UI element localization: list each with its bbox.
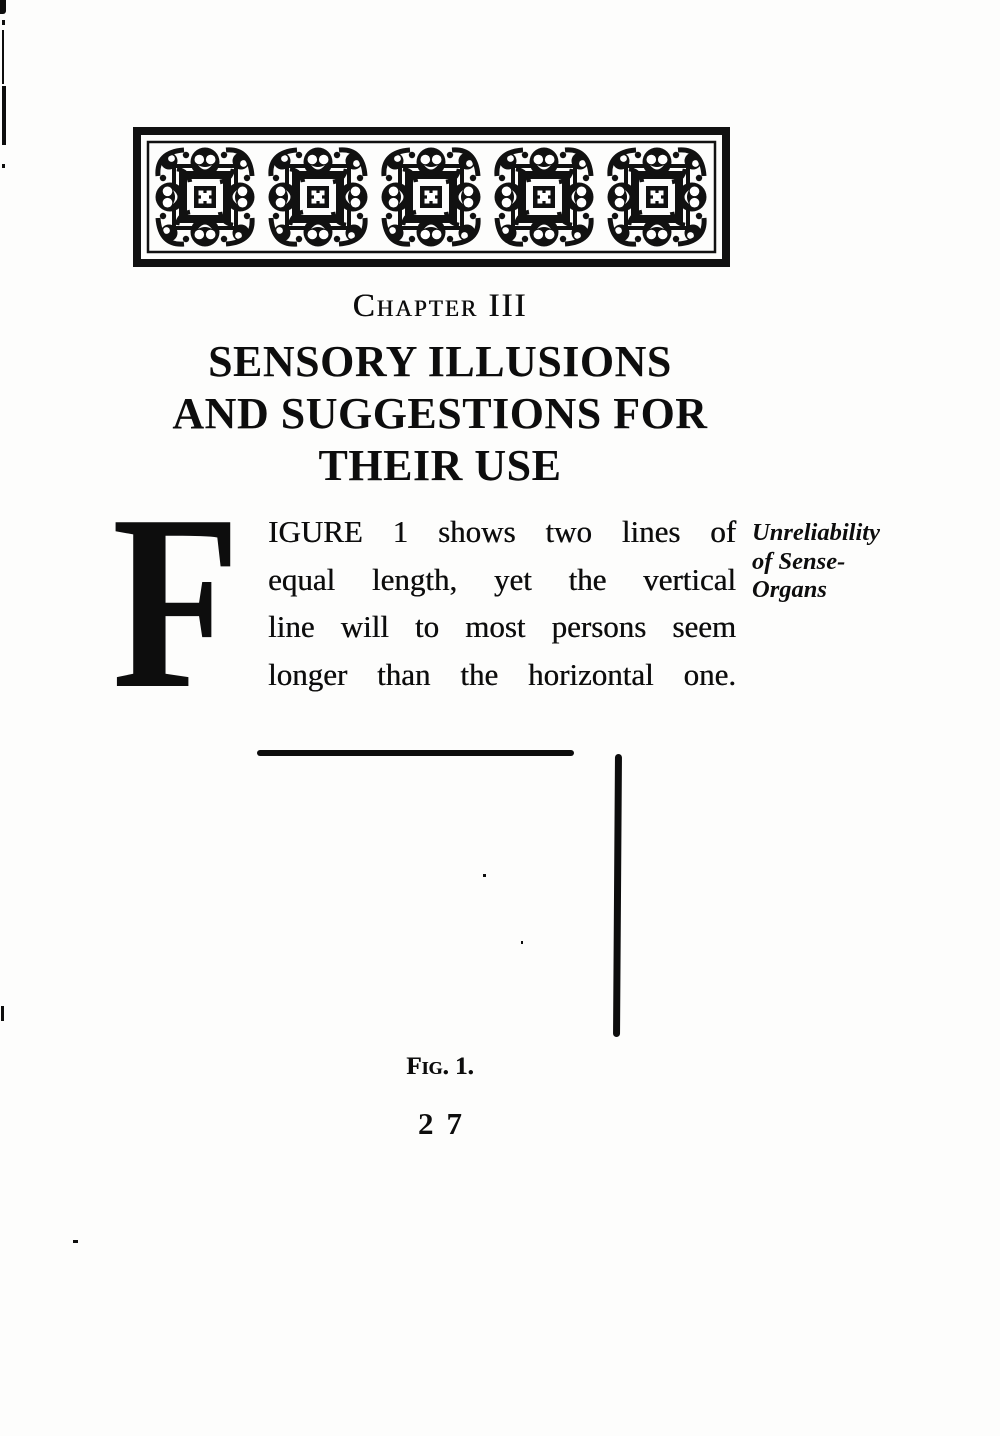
scan-artifact <box>1 1006 4 1021</box>
margin-note-line: Unreliability <box>752 519 880 546</box>
scan-artifact <box>2 30 4 84</box>
scan-artifact <box>2 20 5 25</box>
margin-note <box>752 519 942 605</box>
margin-note-line: of Sense- <box>752 547 846 575</box>
drop-cap: F <box>112 464 241 741</box>
chapter-title-line: SENSORY ILLUSIONS <box>208 337 672 386</box>
paragraph-line: longer than the horizontal one. <box>268 656 736 692</box>
vertical-line <box>613 754 622 1037</box>
scan-artifact <box>2 164 5 168</box>
scan-artifact <box>2 86 6 145</box>
scan-artifact <box>521 941 523 944</box>
opening-paragraph <box>268 508 736 698</box>
paragraph-line: IGURE 1 shows two lines of <box>268 514 736 549</box>
scan-artifact <box>73 1240 78 1243</box>
floral-ornament-headpiece-icon <box>133 127 730 267</box>
scan-artifact <box>483 874 486 877</box>
margin-note-line: Organs <box>752 576 827 603</box>
figure-caption: Fig. 1. <box>406 1053 474 1080</box>
paragraph-line: equal length, yet the vertical <box>268 561 736 597</box>
scan-artifact <box>0 0 6 14</box>
chapter-title-line: AND SUGGESTIONS FOR <box>172 389 708 438</box>
horizontal-line <box>257 750 574 756</box>
chapter-title-line: THEIR USE <box>318 441 562 490</box>
chapter-heading: Chapter III <box>352 288 528 324</box>
paragraph-line: line will to most persons seem <box>268 609 736 644</box>
page-number: 27 <box>418 1106 475 1141</box>
